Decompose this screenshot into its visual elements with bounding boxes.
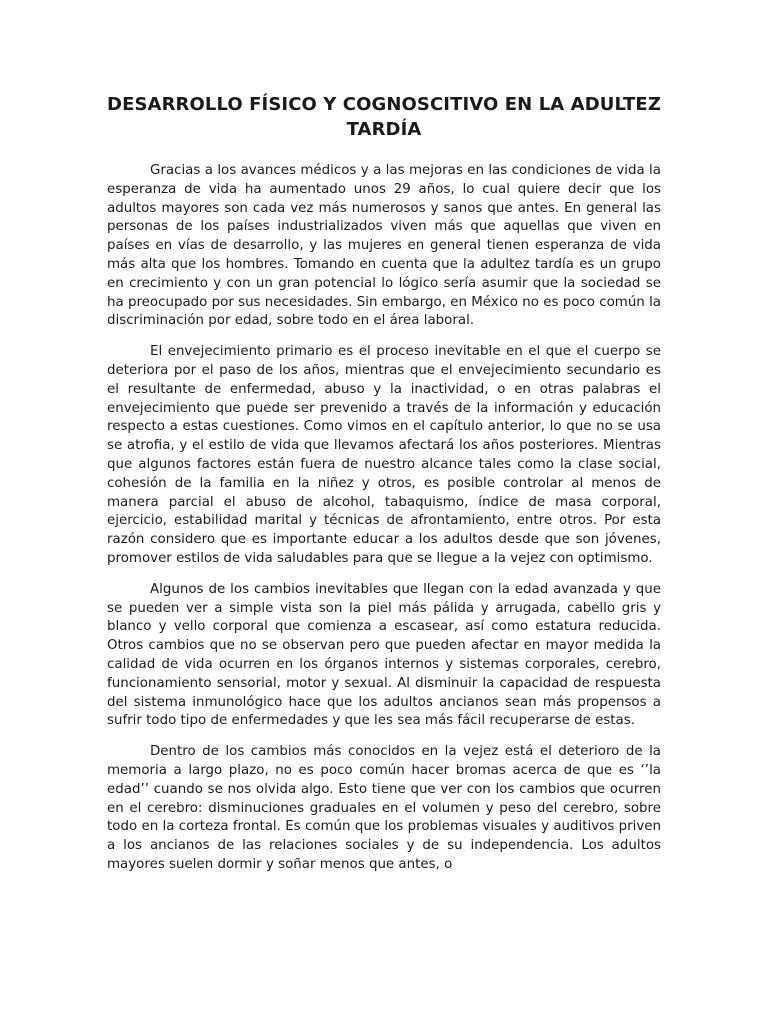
body-paragraph-4: Dentro de los cambios más conocidos en la vejez está el deterioro de la memoria a largo plazo, no es poco común hacer bromas acerca de que es ‘’la edad’’ cuando se nos olvida algo. Esto tiene que ver con los cambios que ocurren en el cerebro: disminuciones graduales en el volumen y peso del cerebro, sobre todo en la corteza frontal. Es común que los problemas visuales y auditivos priven a los ancianos de las relaciones sociales y de su independencia. Los adultos mayores suelen dormir y soñar menos que antes, o — [107, 744, 661, 872]
document-title: DESARROLLO FÍSICO Y COGNOSCITIVO EN LA ADULTEZ TARDÍA — [107, 94, 661, 140]
body-paragraph-2: El envejecimiento primario es el proceso inevitable en el que el cuerpo se deteriora por el paso de los años, mientras que el envejecimiento secundario es el resultante de enfermedad, abuso y la inactividad, o en otras palabras el envejecimiento que puede ser prevenido a través de la información y educación respecto a estas cuestiones. Como vimos en el capítulo anterior, lo que no se usa se atrofia, y el estilo de vida que llevamos afectará los años posteriores. Mientras que algunos factores están fuera de nuestro alcance tales como la clase social, cohesión de la familia en la niñez y otros, es posible controlar al menos de manera parcial el abuso de alcohol, tabaquismo, índice de masa corporal, ejercicio, estabilidad marital y técnicas de afrontamiento, entre otros. Por esta razón considero que es importante educar a los adultos desde que son jóvenes, promover estilos de vida saludables para que se llegue a la vejez con optimismo. — [107, 344, 661, 566]
body-paragraph-3: Algunos de los cambios inevitables que llegan con la edad avanzada y que se pueden ver a simple vista son la piel más pálida y arrugada, cabello gris y blanco y vello corporal que comienza a escasear, así como estatura reducida. Otros cambios que no se observan pero que pueden afectar en mayor medida la calidad de vida ocurren en los órganos internos y sistemas corporales, cerebro, funcionamiento sensorial, motor y sexual. Al disminuir la capacidad de respuesta del sistema inmunológico hace que los adultos ancianos sean más propensos a sufrir todo tipo de enfermedades y que les sea más fácil recuperarse de estas. — [107, 581, 661, 729]
body-paragraph-1: Gracias a los avances médicos y a las mejoras en las condiciones de vida la esperanza de vida ha aumentado unos 29 años, lo cual quiere decir que los adultos mayores son cada vez más numerosos y sanos que antes. En general las personas de los países industrializados viven más que aquellas que viven en países en vías de desarrollo, y las mujeres en general tienen esperanza de vida más alta que los hombres. Tomando en cuenta que la adultez tardía es un grupo en crecimiento y con un gran potencial lo lógico sería asumir que la sociedad se ha preocupado por sus necesidades. Sin embargo, en México no es poco común la discriminación por edad, sobre todo en el área laboral. — [107, 163, 661, 329]
document-page — [107, 92, 661, 887]
